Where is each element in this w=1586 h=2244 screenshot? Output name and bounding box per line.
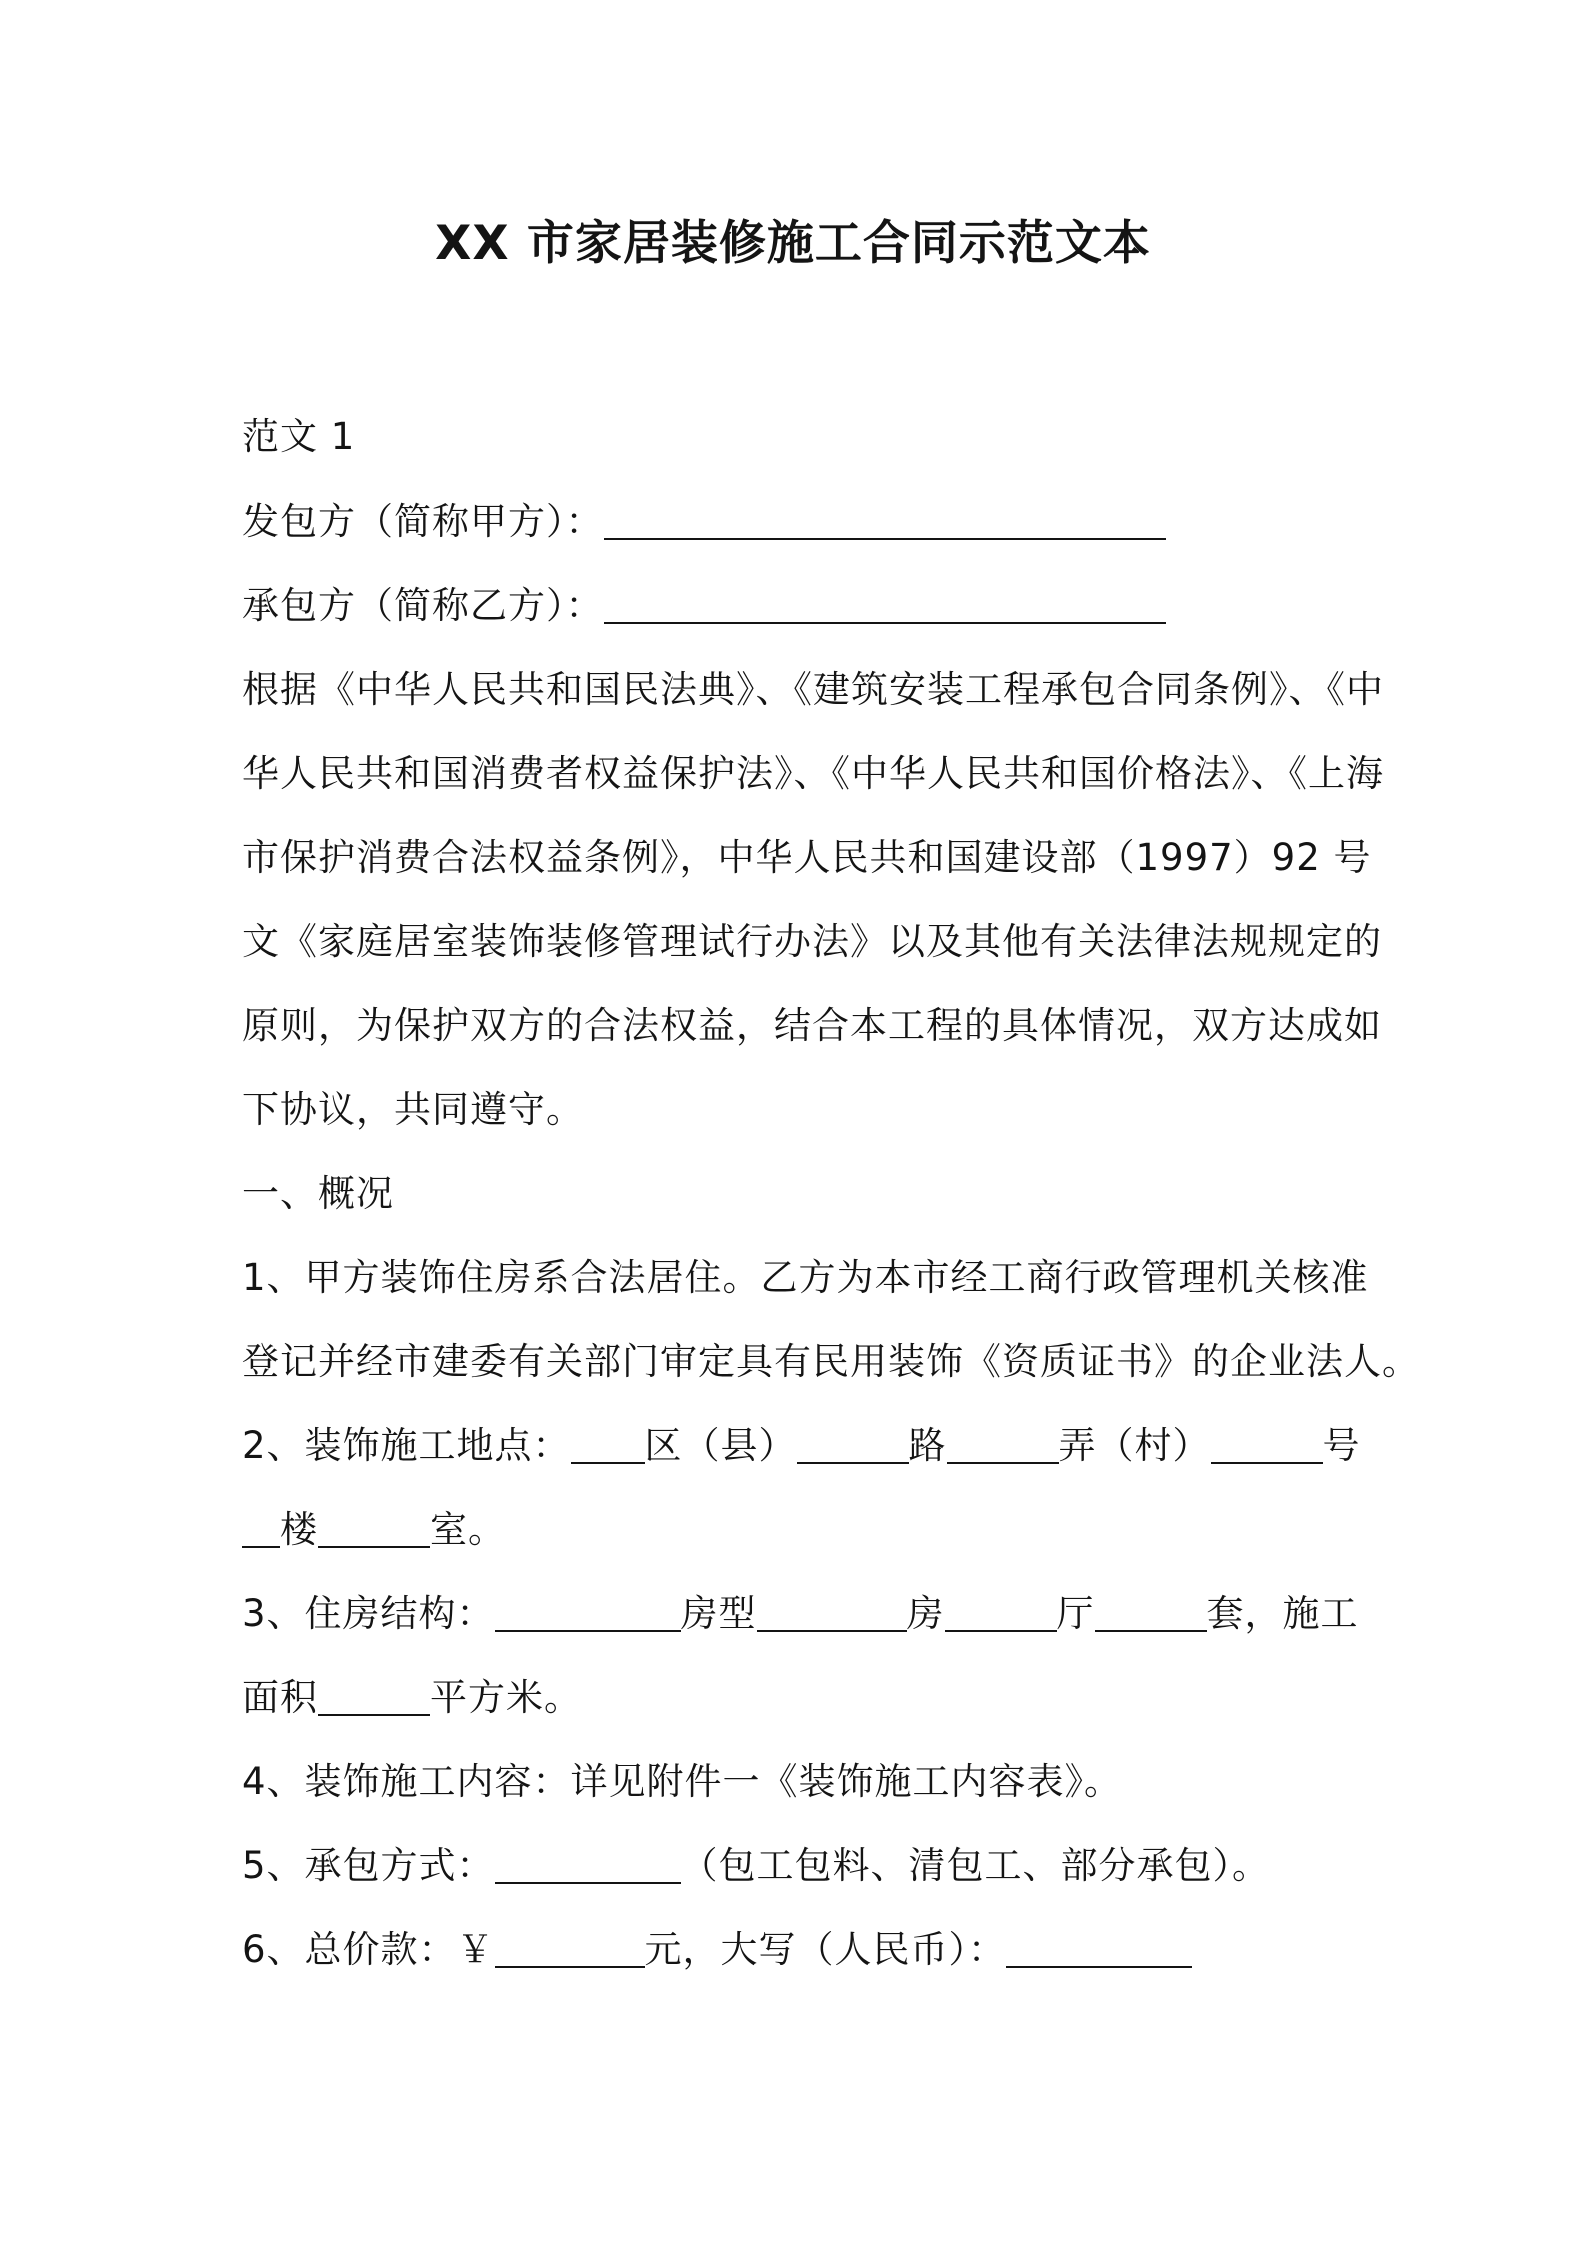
item-2-label: 2、装饰施工地点： — [242, 1424, 571, 1467]
sets-label: 套，施工 — [1206, 1592, 1359, 1635]
number-blank[interactable] — [1211, 1422, 1323, 1464]
item-2-address — [242, 1418, 1361, 1474]
area-unit: 平方米。 — [430, 1676, 582, 1719]
item-6-total-price — [242, 1922, 1354, 1978]
district-label: 区（县） — [644, 1424, 797, 1467]
rooms-blank[interactable] — [945, 1590, 1057, 1632]
party-b-line — [242, 578, 1354, 634]
lane-label: 弄（村） — [1058, 1424, 1211, 1467]
price-number-blank[interactable] — [495, 1926, 645, 1968]
party-b-blank[interactable] — [604, 582, 1166, 624]
item-3-label: 3、住房结构： — [242, 1592, 495, 1635]
building-blank[interactable] — [242, 1506, 280, 1548]
number-label: 号 — [1322, 1424, 1361, 1467]
preamble-line: 根据《中华人民共和国民法典》、《建筑安装工程承包合同条例》、《中 — [242, 668, 1384, 711]
party-a-label: 发包方（简称甲方）： — [242, 500, 604, 543]
preamble-line: 下协议，共同遵守。 — [242, 1088, 584, 1131]
type-blank[interactable] — [757, 1590, 907, 1632]
lane-blank[interactable] — [947, 1422, 1059, 1464]
district-blank[interactable] — [571, 1422, 645, 1464]
preamble-line: 文《家庭居室装饰装修管理试行办法》以及其他有关法律法规规定的 — [242, 920, 1382, 963]
room-label: 室。 — [430, 1508, 506, 1551]
sample-label: 范文 1 — [242, 415, 356, 458]
road-label: 路 — [908, 1424, 947, 1467]
preamble-line: 市保护消费合法权益条例》，中华人民共和国建设部（1997）92 号 — [242, 836, 1372, 879]
preamble-line: 原则，为保护双方的合法权益，结合本工程的具体情况，双方达成如 — [242, 1004, 1382, 1047]
type-label: 房型 — [680, 1592, 757, 1635]
item-1-line: 1、甲方装饰住房系合法居住。乙方为本市经工商行政管理机关核准 — [242, 1256, 1369, 1299]
building-label: 楼 — [280, 1508, 318, 1551]
rooms-label: 房 — [906, 1592, 945, 1635]
area-blank[interactable] — [318, 1674, 430, 1716]
item-5-contract-mode — [242, 1838, 1354, 1894]
item-2-address-cont — [242, 1502, 1354, 1558]
item-3-structure — [242, 1586, 1359, 1642]
price-words-blank[interactable] — [1006, 1926, 1192, 1968]
halls-blank[interactable] — [1095, 1590, 1207, 1632]
item-5-label: 5、承包方式： — [242, 1844, 495, 1887]
contract-mode-options: （包工包料、清包工、部分承包）。 — [680, 1844, 1271, 1887]
room-blank[interactable] — [318, 1506, 430, 1548]
party-b-label: 承包方（简称乙方）： — [242, 584, 604, 627]
price-words-label: 元，大写（人民币）： — [644, 1928, 1007, 1971]
item-3-area — [242, 1670, 1354, 1726]
area-label: 面积 — [242, 1676, 318, 1719]
party-a-blank[interactable] — [604, 498, 1166, 540]
contract-mode-blank[interactable] — [495, 1842, 681, 1884]
item-4-content: 4、装饰施工内容：详见附件一《装饰施工内容表》。 — [242, 1760, 1123, 1803]
preamble-line: 华人民共和国消费者权益保护法》、《中华人民共和国价格法》、《上海 — [242, 752, 1384, 795]
halls-label: 厅 — [1056, 1592, 1095, 1635]
section-heading: 一、概况 — [242, 1172, 394, 1215]
item-6-label: 6、总价款：￥ — [242, 1928, 495, 1971]
road-blank[interactable] — [797, 1422, 909, 1464]
party-a-line — [242, 494, 1354, 550]
item-1-line: 登记并经市建委有关部门审定具有民用装饰《资质证书》的企业法人。 — [242, 1340, 1420, 1383]
document-title: XX 市家居装修施工合同示范文本 — [435, 216, 1151, 271]
structure-blank[interactable] — [495, 1590, 681, 1632]
